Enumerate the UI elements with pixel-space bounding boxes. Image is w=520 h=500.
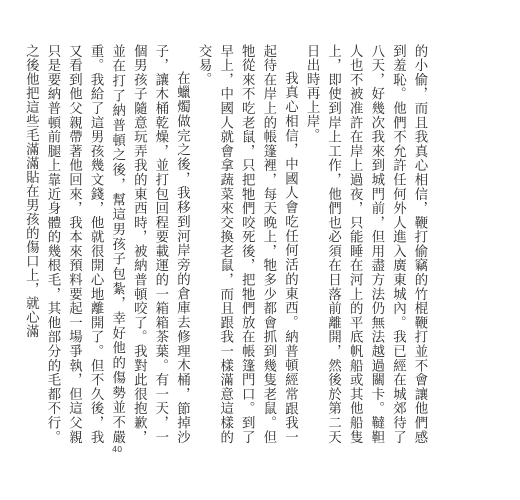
page-number: 40	[112, 445, 123, 454]
paragraph-2: 我真心相信，中國人會吃任何活的東西。納普頓經常跟我一起待在岸上的帳篷裡，每天晚上，牠多少都會抓到幾隻老鼠。但牠從來不吃老鼠，只把牠們咬死後，把牠們放在帳篷門口。到了早上，中國人就會拿蔬菜來交換老鼠，而且跟我一樣滿意這樣的交易。	[196, 44, 298, 444]
paragraph-3: 在蠟燭做完之後，我移到河岸旁的倉庫去修理木桶，節掉沙子，讓木桶乾燥，並打包回程要載運的一箱箱茶葉。有一天，一個男孩子隨意玩弄我的東西時，被納普頓咬了。我對此很抱歉，並在打了納普頓之後，幫這男孩子包紮，幸好他的傷勢並不嚴重。我給了這男孩幾文錢，他就很開心地離開了。但不久後，我又看到他父親帶著他回來，我本來預料要起一場爭執，但這父親只是要納普頓前腿上靠近身體的幾根毛，其他部分的毛都不行。之後他把這些毛滿滿貼在男孩的傷口上，就心滿	[23, 44, 190, 444]
vertical-text-body	[23, 44, 430, 444]
paragraph-1: 的小偷，而且我真心相信，鞭打偷竊的竹棍鞭打並不會讓他們感到羞恥。他們不允許任何外人進入廣東城內。我已經在城郊待了八天，好幾次我來到城門前，但用盡方法仍無法越過關卡。韃靼人也不被准許在岸上過夜，只能睡在河上的平底帆船或其他船隻上，即使到岸上工作，他們也必須在日落前離開，然後於第二天日出時再上岸。	[304, 44, 427, 444]
